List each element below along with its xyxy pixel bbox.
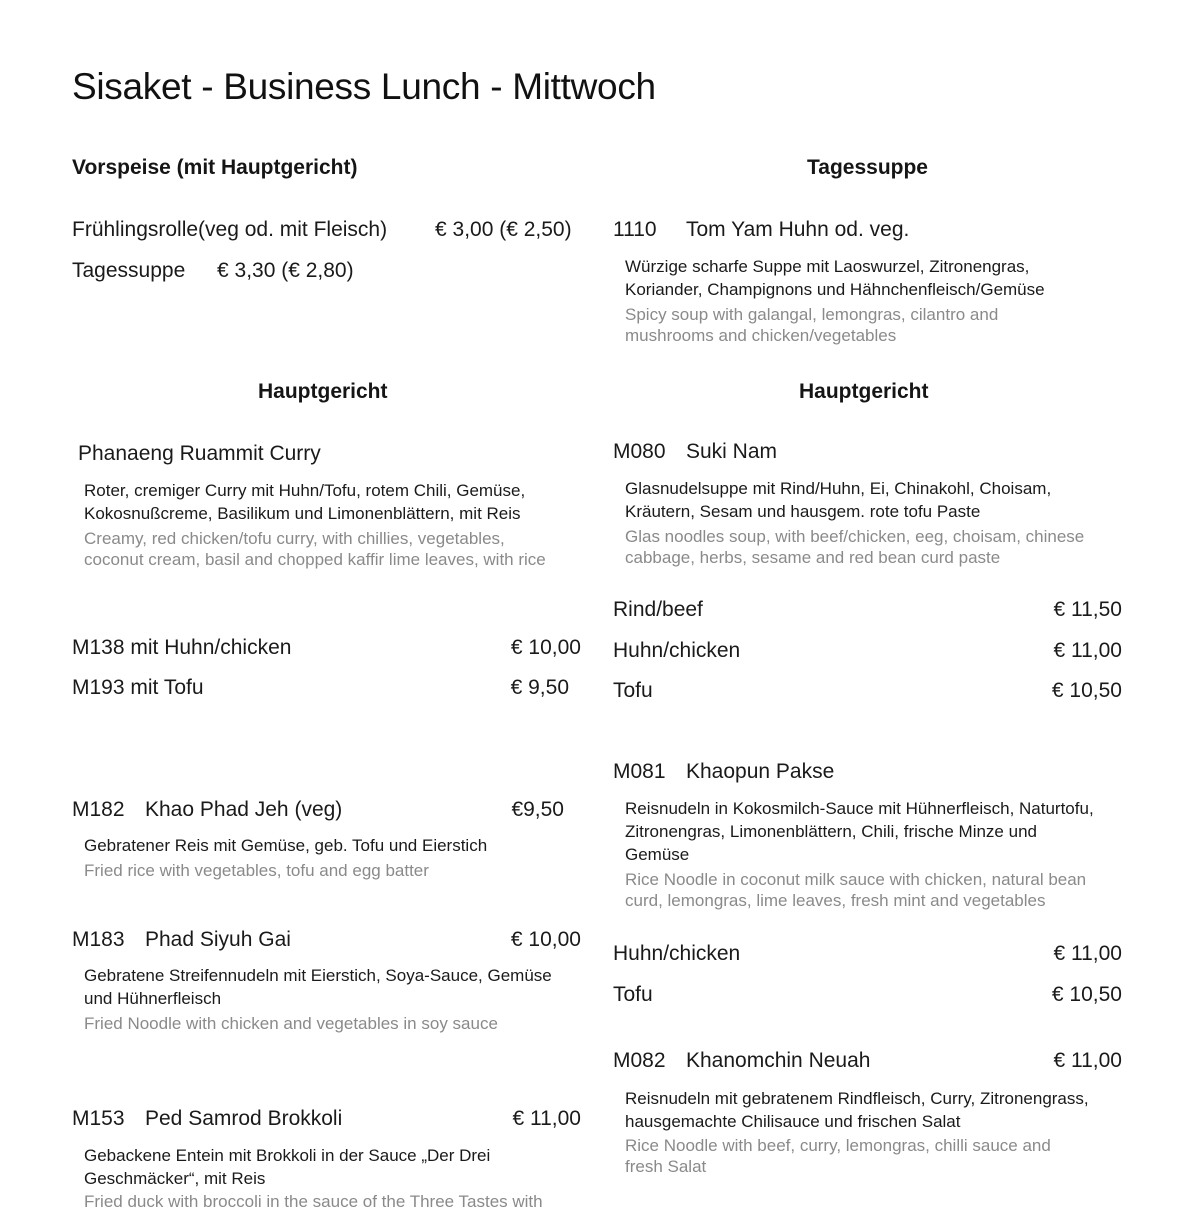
dish-name bbox=[613, 1049, 870, 1073]
hauptgericht-heading-right: Hauptgericht bbox=[799, 380, 929, 403]
dish-desc-de: Gebackene Entein mit Brokkoli in der Sauce „Der Drei Geschmäcker“, mit Reis bbox=[84, 1146, 491, 1188]
vorspeise-row-price: € 3,00 (€ 2,50) bbox=[435, 218, 572, 241]
dish-title: Ped Samrod Brokkoli bbox=[145, 1107, 343, 1130]
dish-desc-en: Creamy, red chicken/tofu curry, with chillies, vegetables, coconut cream, basil and chopped kaffir lime leaves, with rice bbox=[84, 529, 546, 569]
dish-desc-en: Fried duck with broccoli in the sauce of the Three Tastes with bbox=[84, 1192, 543, 1211]
dish-desc-en: Spicy soup with galangal, lemongras, cilantro and mushrooms and chicken/vegetables bbox=[625, 305, 999, 345]
dish-desc-en: Rice Noodle in coconut milk sauce with chicken, natural bean curd, lemongras, lime leaves, fresh mint and vegetables bbox=[625, 870, 1087, 910]
dish-code: M080 bbox=[613, 440, 666, 463]
dish-name: Phanaeng Ruammit Curry bbox=[78, 442, 321, 465]
dish-name bbox=[613, 760, 834, 784]
dish-price: € 10,00 bbox=[510, 928, 581, 951]
variant-price: € 11,00 bbox=[1053, 942, 1122, 965]
dish-name bbox=[72, 798, 342, 822]
dish-price: €9,50 bbox=[511, 798, 564, 821]
vorspeise-row-name: Tagessuppe bbox=[72, 259, 186, 282]
dish-name bbox=[72, 928, 291, 952]
variant-name: Rind/beef bbox=[613, 598, 703, 621]
variant-price: € 10,00 bbox=[510, 636, 581, 659]
hauptgericht-heading-left: Hauptgericht bbox=[258, 380, 388, 403]
dish-title: Khanomchin Neuah bbox=[686, 1049, 871, 1072]
dish-title: Suki Nam bbox=[686, 440, 778, 463]
vorspeise-heading: Vorspeise (mit Hauptgericht) bbox=[72, 156, 358, 179]
variant-price: € 10,50 bbox=[1051, 983, 1122, 1006]
dish-name bbox=[613, 218, 909, 242]
variant-name: M193 mit Tofu bbox=[72, 676, 204, 699]
dish-price: € 11,00 bbox=[512, 1107, 581, 1130]
dish-desc-en: Fried Noodle with chicken and vegetables in soy sauce bbox=[84, 1014, 498, 1033]
variant-name: M138 mit Huhn/chicken bbox=[72, 636, 292, 659]
dish-desc-de: Würzige scharfe Suppe mit Laoswurzel, Zitronengras, Koriander, Champignons und Hähnchenfleisch/Gemüse bbox=[625, 257, 1045, 299]
dish-desc-de: Reisnudeln in Kokosmilch-Sauce mit Hühnerfleisch, Naturtofu, Zitronengras, Limonenblättern, Chili, frische Minze und Gemüse bbox=[625, 799, 1094, 864]
tagessuppe-heading: Tagessuppe bbox=[807, 156, 928, 179]
dish-title: Tom Yam Huhn od. veg. bbox=[686, 218, 910, 241]
dish-desc-en: Fried rice with vegetables, tofu and egg batter bbox=[84, 861, 429, 880]
dish-code: M182 bbox=[72, 798, 125, 821]
page-title: Sisaket - Business Lunch - Mittwoch bbox=[72, 66, 656, 107]
vorspeise-row-price: € 3,30 (€ 2,80) bbox=[217, 259, 354, 282]
variant-price: € 11,00 bbox=[1053, 639, 1122, 662]
dish-desc-de: Gebratene Streifennudeln mit Eierstich, Soya-Sauce, Gemüse und Hühnerfleisch bbox=[84, 966, 552, 1008]
dish-name bbox=[613, 440, 777, 464]
dish-desc-de: Roter, cremiger Curry mit Huhn/Tofu, rotem Chili, Gemüse, Kokosnußcreme, Basilikum und Limonenblättern, mit Reis bbox=[84, 481, 526, 523]
vorspeise-row-name: Frühlingsrolle(veg od. mit Fleisch) bbox=[72, 218, 388, 241]
variant-price: € 10,50 bbox=[1051, 679, 1122, 702]
dish-code: M081 bbox=[613, 760, 666, 783]
dish-code: M153 bbox=[72, 1107, 125, 1130]
dish-desc-en: Glas noodles soup, with beef/chicken, eeg, choisam, chinese cabbage, herbs, sesame and red bean curd paste bbox=[625, 527, 1085, 567]
dish-title: Khao Phad Jeh (veg) bbox=[145, 798, 343, 821]
dish-title: Khaopun Pakse bbox=[686, 760, 835, 783]
dish-code: 1110 bbox=[613, 218, 657, 241]
dish-code: M183 bbox=[72, 928, 125, 951]
variant-name: Tofu bbox=[613, 679, 653, 702]
dish-desc-de: Reisnudeln mit gebratenem Rindfleisch, Curry, Zitronengrass, hausgemachte Chilisauce und frischen Salat bbox=[625, 1089, 1089, 1131]
dish-name bbox=[72, 1107, 342, 1131]
variant-price: € 9,50 bbox=[510, 676, 569, 699]
variant-name: Tofu bbox=[613, 983, 653, 1006]
variant-name: Huhn/chicken bbox=[613, 639, 741, 662]
dish-desc-de: Glasnudelsuppe mit Rind/Huhn, Ei, Chinakohl, Choisam, Kräutern, Sesam und hausgem. rote tofu Paste bbox=[625, 479, 1052, 521]
dish-desc-en: Rice Noodle with beef, curry, lemongras, chilli sauce and fresh Salat bbox=[625, 1136, 1051, 1176]
dish-code: M082 bbox=[613, 1049, 666, 1072]
variant-price: € 11,50 bbox=[1053, 598, 1122, 621]
dish-desc-de: Gebratener Reis mit Gemüse, geb. Tofu und Eierstich bbox=[84, 836, 488, 855]
dish-price: € 11,00 bbox=[1053, 1049, 1122, 1072]
variant-name: Huhn/chicken bbox=[613, 942, 741, 965]
dish-title: Phad Siyuh Gai bbox=[145, 928, 291, 951]
